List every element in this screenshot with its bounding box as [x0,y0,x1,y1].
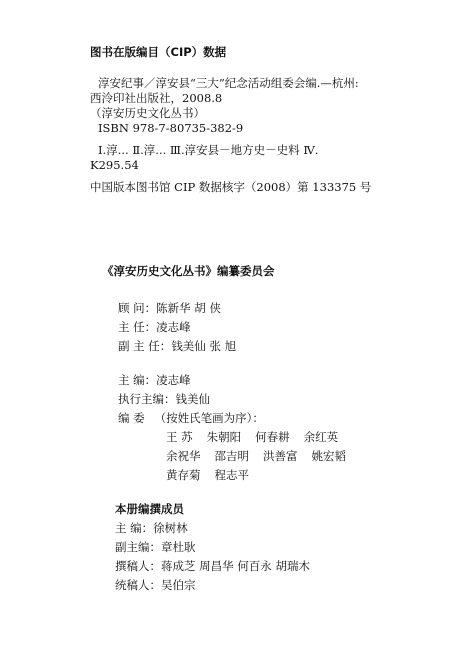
committee-heading: 《淳安历史文化丛书》编纂委员会 [102,264,275,278]
cip-line-3: （淳安历史文化丛书） [90,106,205,120]
members-note: （按姓氏笔画为序）： [154,411,264,425]
members-list-row-1 [166,430,352,444]
volume-compiler-name: 吴伯宗 [161,578,196,592]
member-name: 邵吉明 [214,449,249,463]
member-name: 程志平 [214,468,249,482]
member-name: 何春耕 [255,430,290,444]
member-name: 洪善富 [263,449,298,463]
member-name: 王 苏 [166,430,193,444]
director-label: 主 任： [118,320,157,334]
vice-director-label: 副 主 任： [118,339,172,353]
chief-editor-row [118,373,191,387]
members-label: 编 委 [118,411,145,425]
member-name: 余红英 [303,430,339,444]
volume-editor-label: 主 编： [115,521,154,535]
volume-deputy-name: 章杜耿 [161,540,196,554]
director-row [118,320,191,334]
cip-line-1: 淳安纪事／淳安县“三大”纪念活动组委会编.—杭州: [98,76,359,90]
members-list-row-2 [166,449,360,463]
volume-compiler-row [115,578,196,592]
volume-writers-row [115,559,310,573]
cip-line-2: 西泠印社出版社，2008.8 [90,91,223,105]
volume-writers-label: 撰稿人： [115,559,161,573]
vice-director-names: 钱美仙 张 旭 [171,339,237,353]
volume-editor-row [115,521,188,535]
member-name: 黄存菊 [166,468,201,482]
member-name: 姚宏韬 [311,449,346,463]
advisor-row [118,301,221,315]
director-name: 凌志峰 [156,320,191,334]
exec-editor-label: 执行主编： [118,392,176,406]
exec-editor-name: 钱美仙 [175,392,210,406]
cip-line-5: Ⅰ.淳... Ⅱ.淳... Ⅲ.淳安县－地方史－史料 Ⅳ. [98,143,319,157]
volume-compiler-label: 统稿人： [115,578,161,592]
advisor-names: 陈新华 胡 侠 [156,301,221,315]
advisor-label: 顾 问： [118,301,157,315]
volume-deputy-label: 副主编： [115,540,161,554]
cip-record-number: 中国版本图书馆 CIP 数据核字（2008）第 133375 号 [90,180,372,194]
volume-writers-names: 蒋成芝 周昌华 何百永 胡瑞木 [161,559,310,573]
chief-editor-name: 凌志峰 [156,373,191,387]
member-name: 朱朝阳 [206,430,242,444]
members-row [118,411,264,425]
volume-deputy-row [115,540,196,554]
cip-line-4: ISBN 978-7-80735-382-9 [98,121,244,135]
cip-line-6: K295.54 [90,158,139,172]
vice-director-row [118,339,236,353]
cip-heading: 图书在版编目（CIP）数据 [90,45,227,59]
exec-editor-row [118,392,210,406]
chief-editor-label: 主 编： [118,373,157,387]
volume-editor-name: 徐树林 [153,521,188,535]
volume-heading: 本册编撰成员 [115,502,184,516]
member-name: 余祝华 [166,449,201,463]
members-list-row-3 [166,468,263,482]
